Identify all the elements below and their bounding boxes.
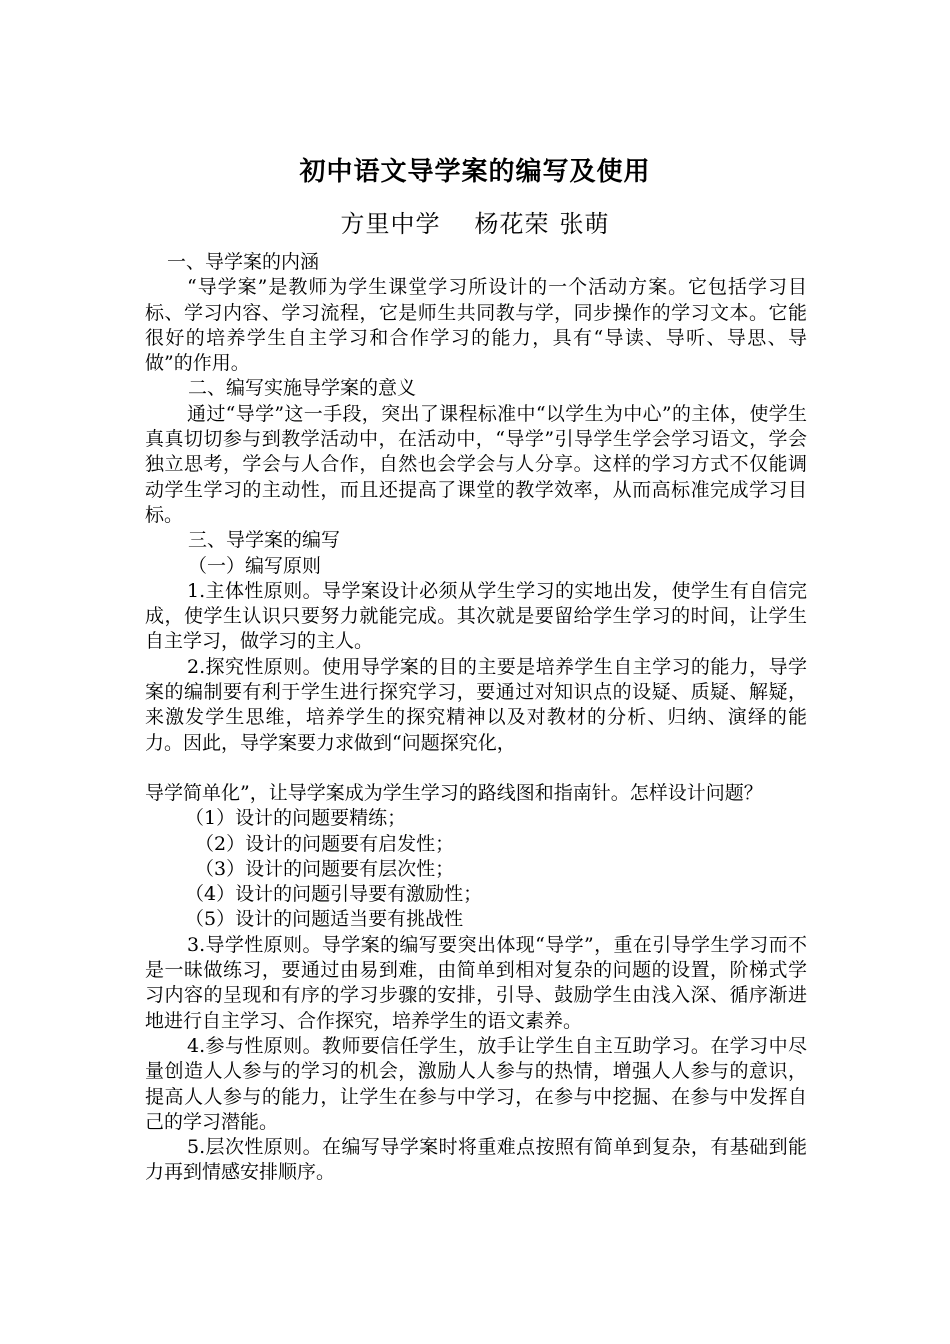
paragraph: 通过“导学”这一手段，突出了课程标准中“以学生为中心”的主体，使学生真真切切参与到教学活动中，在活动中，“导学”引导学生学会学习语文，学会独立思考，学会与人合作，自然也会学会与人分享。这样的学习方式不仅能调动学生学习的主动性，而且还提高了课堂的教学效率，从而高标准完成学习目标。 — [145, 402, 807, 526]
list-item: （3）设计的问题要有层次性； — [195, 857, 455, 880]
section-heading: 三、导学案的编写 — [188, 529, 341, 552]
section-heading: 一、导学案的内涵 — [167, 251, 320, 273]
author-name: 杨花荣 — [474, 210, 550, 238]
paragraph: 1.主体性原则。导学案设计必须从学生学习的实地出发，使学生有自信完成，使学生认识只要努力就能完成。其次就是要留给学生学习的时间，让学生自主学习，做学习的主人。 — [145, 579, 807, 653]
list-item: （1）设计的问题要精练； — [185, 807, 407, 830]
author-school: 方里中学 — [340, 210, 441, 238]
list-item: （4）设计的问题引导要有激励性； — [185, 883, 483, 906]
document-body — [145, 250, 807, 1186]
paragraph: 3.导学性原则。导学案的编写要突出体现“导学”，重在引导学生学习而不是一昧做练习，要通过由易到难，由简单到相对复杂的问题的设置，阶梯式学习内容的呈现和有序的学习步骤的安排，引导、鼓励学生由浅入深、循序渐进地进行自主学习、合作探究，培养学生的语文素养。 — [145, 933, 807, 1032]
blank-line — [145, 756, 807, 781]
paragraph: “导学案”是教师为学生课堂学习所设计的一个活动方案。它包括学习目标、学习内容、学习流程，它是师生共同教与学，同步操作的学习文本。它能很好的培养学生自主学习和合作学习的能力，具有“导读、导听、导思、导做”的作用。 — [145, 276, 807, 375]
list-item: （5）设计的问题适当要有挑战性 — [185, 908, 464, 931]
paragraph: 5.层次性原则。在编写导学案时将重难点按照有简单到复杂，有基础到能力再到情感安排顺序。 — [145, 1136, 807, 1184]
paragraph: 导学简单化”，让导学案成为学生学习的路线图和指南针。怎样设计问题？ — [145, 781, 763, 804]
subsection-heading: （一）编写原则 — [188, 554, 322, 577]
paragraph: 2.探究性原则。使用导学案的目的主要是培养学生自主学习的能力，导学案的编制要有利于学生进行探究学习，要通过对知识点的设疑、质疑、解疑，来激发学生思维，培养学生的探究精神以及对教材的分析、归纳、演绎的能力。因此，导学案要力求做到“问题探究化， — [145, 655, 807, 754]
list-item: （2）设计的问题要有启发性； — [195, 832, 455, 855]
paragraph: 4.参与性原则。教师要信任学生，放手让学生自主互助学习。在学习中尽量创造人人参与的学习的机会，激励人人参与的热情，增强人人参与的意识，提高人人参与的能力，让学生在参与中学习，在参与中挖掘、在参与中发挥自己的学习潜能。 — [145, 1034, 807, 1133]
author-line — [0, 204, 950, 244]
document-title: 初中语文导学案的编写及使用 — [299, 157, 651, 187]
section-heading: 二、编写实施导学案的意义 — [188, 377, 417, 400]
author-name: 张萌 — [559, 210, 610, 238]
